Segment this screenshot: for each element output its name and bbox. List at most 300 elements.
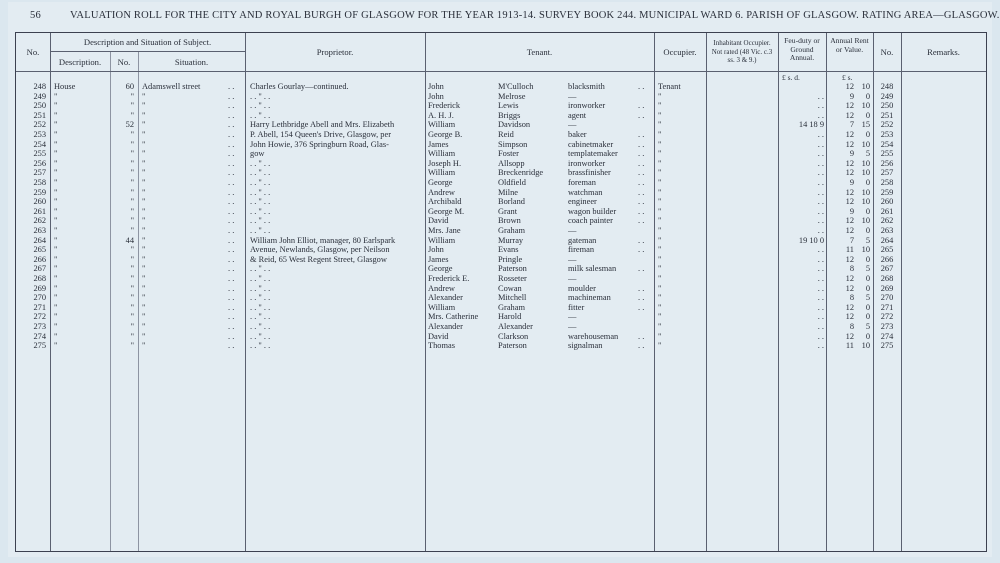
row-feu-duty: . . [817, 187, 824, 197]
row-situation-dots: . . [228, 120, 235, 130]
row-rent-pounds: 8 [849, 293, 854, 303]
row-tenant-first: George [428, 264, 453, 274]
row-tenant-last: Borland [498, 197, 525, 207]
row-tenant-occupation: blacksmith [568, 82, 605, 91]
row-occupier: " [658, 197, 662, 207]
row-tenant-occupation: ironworker [568, 101, 606, 111]
row-situation: " [142, 293, 146, 303]
row-occupier: " [658, 331, 662, 341]
row-situation: " [142, 341, 146, 351]
row-tenant-occupation: machineman [568, 293, 611, 303]
row-proprietor: . . " . . [250, 168, 271, 178]
row-tenant-first: Mrs. Catherine [428, 312, 479, 322]
row-rent-pounds: 12 [845, 197, 854, 207]
row-occupier: " [658, 235, 662, 245]
header-rule [16, 71, 986, 72]
row-proprietor: Harry Lethbridge Abell and Mrs. Elizabeth [250, 120, 395, 130]
row-description: " [54, 312, 58, 322]
row-rent-pounds: 12 [845, 158, 854, 168]
row-proprietor: . . " . . [250, 187, 271, 197]
row-rent-pounds: 12 [845, 254, 854, 264]
row-description: " [54, 110, 58, 120]
row-rent-shillings: 15 [861, 120, 870, 130]
row-rent-shillings: 0 [865, 312, 870, 322]
row-house-number: " [130, 187, 134, 197]
row-tenant-dots: . . [638, 178, 645, 187]
row-situation: " [142, 245, 146, 255]
row-tenant-last: Mitchell [498, 293, 527, 303]
row-tenant-dots: . . [638, 187, 645, 197]
row-situation-dots: . . [228, 178, 235, 187]
row-feu-duty: . . [817, 245, 824, 255]
row-tenant-last: Clarkson [498, 331, 529, 341]
row-situation-dots: . . [228, 312, 235, 322]
col-header-description: Description. [58, 57, 102, 67]
row-number-right: 259 [880, 187, 894, 197]
row-description: " [54, 216, 58, 226]
row-number: 275 [33, 341, 46, 351]
row-proprietor: . . " . . [250, 197, 271, 207]
rent-units: £ s. [842, 73, 853, 82]
row-proprietor: Avenue, Newlands, Glasgow, per Neilson [250, 245, 390, 255]
col-rule [826, 33, 827, 551]
sub-header-rule [50, 51, 245, 52]
row-tenant-last: Brown [498, 216, 521, 226]
row-number: 259 [33, 187, 46, 197]
row-occupier: " [658, 91, 662, 101]
row-feu-duty: . . [817, 283, 824, 293]
row-situation-dots: . . [228, 187, 235, 197]
row-house-number: " [130, 245, 134, 255]
row-feu-duty: . . [817, 274, 824, 283]
row-proprietor: . . " . . [250, 216, 271, 226]
row-rent-pounds: 7 [849, 120, 854, 130]
row-tenant-last: Reid [498, 130, 514, 139]
row-tenant-dots: . . [638, 245, 645, 255]
row-occupier: " [658, 264, 662, 274]
row-tenant-last: Evans [498, 245, 519, 255]
col-header-desc-group: Description and Situation of Subject. [83, 37, 212, 47]
row-situation: " [142, 187, 146, 197]
col-rule [138, 51, 139, 551]
row-house-number: " [130, 206, 134, 216]
row-rent-shillings: 0 [865, 254, 870, 264]
row-situation-dots: . . [228, 254, 235, 264]
row-description: " [54, 264, 58, 274]
row-description: " [54, 101, 58, 111]
row-situation-dots: . . [228, 130, 235, 139]
row-description: " [54, 274, 58, 283]
col-rule [706, 33, 707, 551]
row-number-right: 255 [880, 149, 894, 159]
row-feu-duty: . . [817, 331, 824, 341]
row-rent-shillings: 10 [861, 82, 870, 91]
page-title: VALUATION ROLL FOR THE CITY AND ROYAL BURGH OF GLASGOW FOR THE YEAR 1913-14. SURVEY BOOK 244. MUNICIPAL WARD 6. PARISH OF GLASGOW. RATING AREA—GLASGOW. [70, 10, 1000, 21]
row-tenant-occupation: engineer [568, 197, 597, 207]
row-situation-dots: . . [228, 91, 235, 101]
row-proprietor: . . " . . [250, 302, 271, 312]
row-occupier: " [658, 178, 662, 187]
row-tenant-occupation: watchman [568, 187, 603, 197]
row-rent-pounds: 8 [849, 322, 854, 331]
row-number: 249 [33, 91, 46, 101]
row-feu-duty: . . [817, 312, 824, 322]
row-house-number: " [130, 101, 134, 111]
row-rent-pounds: 12 [845, 139, 854, 149]
row-rent-shillings: 0 [865, 302, 870, 312]
row-description: " [54, 168, 58, 178]
row-situation: " [142, 274, 146, 283]
row-number: 253 [33, 130, 46, 139]
row-tenant-occupation: foreman [568, 178, 596, 187]
row-tenant-first: William [428, 168, 456, 178]
row-tenant-dots: . . [638, 331, 645, 341]
row-situation: " [142, 322, 146, 331]
row-tenant-dots: . . [638, 158, 645, 168]
row-number: 268 [33, 274, 46, 283]
row-situation-dots: . . [228, 274, 235, 283]
row-number: 269 [33, 283, 46, 293]
row-description: " [54, 341, 58, 351]
col-header-no2: No. [117, 57, 131, 67]
row-feu-duty: . . [817, 322, 824, 331]
feu-units: £ s. d. [782, 73, 800, 82]
row-tenant-last: Harold [498, 312, 522, 322]
col-rule [654, 33, 655, 551]
row-house-number: " [130, 302, 134, 312]
row-situation-dots: . . [228, 283, 235, 293]
row-description: " [54, 322, 58, 331]
row-number-right: 266 [880, 254, 894, 264]
row-proprietor: William John Elliot, manager, 80 Earlspark [250, 235, 396, 245]
row-house-number: " [130, 341, 134, 351]
row-number: 262 [33, 216, 46, 226]
row-tenant-dots: . . [638, 149, 645, 159]
row-feu-duty: . . [817, 254, 824, 264]
row-house-number: " [130, 274, 134, 283]
row-description: " [54, 302, 58, 312]
row-number-right: 272 [880, 312, 894, 322]
row-situation-dots: . . [228, 322, 235, 331]
row-house-number: 44 [125, 235, 134, 245]
row-number-right: 274 [880, 331, 894, 341]
row-situation-dots: . . [228, 158, 235, 168]
row-rent-pounds: 12 [845, 110, 854, 120]
row-description: " [54, 149, 58, 159]
row-tenant-first: Frederick [428, 101, 461, 111]
row-tenant-occupation: agent [568, 110, 587, 120]
row-situation: " [142, 264, 146, 274]
row-description: " [54, 331, 58, 341]
col-header-inhabitant: Inhabitant Occupier. Not rated (48 Vic. c.3 ss. 3 & 9.) [711, 39, 773, 64]
row-rent-shillings: 0 [865, 283, 870, 293]
row-number-right: 269 [880, 283, 894, 293]
row-tenant-last: Allsopp [498, 158, 525, 168]
col-rule [245, 33, 246, 551]
row-feu-duty: . . [817, 149, 824, 159]
row-number-right: 264 [880, 235, 894, 245]
row-situation-dots: . . [228, 168, 235, 178]
row-occupier: " [658, 302, 662, 312]
row-number-right: 258 [880, 178, 894, 187]
row-feu-duty: . . [817, 139, 824, 149]
row-house-number: " [130, 254, 134, 264]
row-tenant-occupation: — [568, 91, 577, 101]
row-rent-pounds: 12 [845, 101, 854, 111]
row-occupier: " [658, 206, 662, 216]
row-situation: " [142, 226, 146, 235]
row-situation-dots: . . [228, 331, 235, 341]
row-tenant-occupation: — [568, 254, 577, 264]
row-tenant-last: M'Culloch [498, 82, 534, 91]
row-rent-shillings: 0 [865, 331, 870, 341]
row-tenant-last: Graham [498, 226, 525, 235]
row-occupier: " [658, 158, 662, 168]
row-rent-pounds: 9 [849, 149, 854, 159]
row-tenant-occupation: brassfinisher [568, 168, 611, 178]
row-number-right: 254 [880, 139, 894, 149]
row-occupier: " [658, 322, 662, 331]
row-proprietor: . . " . . [250, 226, 271, 235]
row-tenant-dots: . . [638, 264, 645, 274]
col-header-tenant: Tenant. [526, 47, 553, 57]
row-situation-dots: . . [228, 149, 235, 159]
row-description: " [54, 178, 58, 187]
row-proprietor: . . " . . [250, 341, 271, 351]
row-occupier: Tenant [658, 82, 681, 91]
row-tenant-last: Graham [498, 302, 525, 312]
row-feu-duty: . . [817, 178, 824, 187]
row-proprietor: . . " . . [250, 283, 271, 293]
row-proprietor: . . " . . [250, 293, 271, 303]
row-tenant-last: Alexander [498, 322, 533, 331]
row-number-right: 250 [880, 101, 894, 111]
row-occupier: " [658, 168, 662, 178]
row-tenant-first: Thomas [428, 341, 455, 351]
col-rule [50, 33, 51, 551]
row-situation: " [142, 216, 146, 226]
row-tenant-occupation: warehouseman [568, 331, 619, 341]
row-tenant-first: John [428, 91, 444, 101]
row-rent-shillings: 0 [865, 178, 870, 187]
row-tenant-last: Simpson [498, 139, 528, 149]
row-tenant-first: William [428, 302, 456, 312]
row-feu-duty: . . [817, 216, 824, 226]
row-rent-shillings: 5 [865, 322, 870, 331]
row-occupier: " [658, 101, 662, 111]
row-tenant-first: Frederick E. [428, 274, 470, 283]
row-situation: " [142, 206, 146, 216]
col-header-situation: Situation. [174, 57, 209, 67]
row-number-right: 251 [880, 110, 894, 120]
row-rent-shillings: 10 [861, 139, 870, 149]
row-tenant-first: James [428, 139, 449, 149]
row-tenant-occupation: wagon builder [568, 206, 617, 216]
row-occupier: " [658, 341, 662, 351]
row-situation: " [142, 197, 146, 207]
row-description: " [54, 245, 58, 255]
row-tenant-occupation: fireman [568, 245, 595, 255]
row-tenant-last: Melrose [498, 91, 526, 101]
row-rent-pounds: 11 [845, 245, 854, 255]
row-number: 252 [33, 120, 46, 130]
row-proprietor: . . " . . [250, 101, 271, 111]
row-occupier: " [658, 149, 662, 159]
row-tenant-last: Breckenridge [498, 168, 544, 178]
row-situation: " [142, 178, 146, 187]
row-proprietor: . . " . . [250, 158, 271, 168]
row-proprietor: . . " . . [250, 322, 271, 331]
row-house-number: " [130, 264, 134, 274]
row-rent-pounds: 8 [849, 264, 854, 274]
row-rent-shillings: 0 [865, 226, 870, 235]
row-situation-dots: . . [228, 245, 235, 255]
row-feu-duty: . . [817, 158, 824, 168]
row-tenant-first: Joseph H. [428, 158, 462, 168]
row-feu-duty: . . [817, 264, 824, 274]
row-rent-pounds: 12 [845, 82, 854, 91]
row-feu-duty: . . [817, 197, 824, 207]
row-rent-shillings: 10 [861, 197, 870, 207]
row-proprietor: . . " . . [250, 206, 271, 216]
row-situation: " [142, 254, 146, 264]
row-house-number: " [130, 283, 134, 293]
row-situation: " [142, 91, 146, 101]
row-situation-dots: . . [228, 110, 235, 120]
row-description: " [54, 130, 58, 139]
row-tenant-dots: . . [638, 197, 645, 207]
row-tenant-dots: . . [638, 82, 645, 91]
row-situation: " [142, 149, 146, 159]
row-situation-dots: . . [228, 216, 235, 226]
row-number: 264 [33, 235, 46, 245]
row-number: 254 [33, 139, 46, 149]
row-situation: " [142, 120, 146, 130]
row-rent-pounds: 11 [845, 341, 854, 351]
row-situation-dots: . . [228, 235, 235, 245]
row-house-number: " [130, 312, 134, 322]
row-tenant-dots: . . [638, 293, 645, 303]
row-tenant-first: Archibald [428, 197, 462, 207]
row-rent-pounds: 12 [845, 312, 854, 322]
row-description: " [54, 283, 58, 293]
row-situation-dots: . . [228, 341, 235, 351]
row-tenant-occupation: templatemaker [568, 149, 618, 159]
row-rent-pounds: 12 [845, 130, 854, 139]
row-feu-duty: . . [817, 226, 824, 235]
row-rent-shillings: 0 [865, 206, 870, 216]
row-tenant-last: Murray [498, 235, 524, 245]
row-tenant-last: Milne [498, 187, 519, 197]
row-number: 270 [33, 293, 46, 303]
row-situation-dots: . . [228, 264, 235, 274]
col-header-remarks: Remarks. [927, 47, 960, 57]
row-tenant-first: Andrew [428, 283, 455, 293]
row-feu-duty: . . [817, 91, 824, 101]
row-situation: " [142, 283, 146, 293]
row-tenant-last: Oldfield [498, 178, 526, 187]
row-occupier: " [658, 312, 662, 322]
row-tenant-occupation: fitter [568, 302, 585, 312]
row-description: House [54, 82, 76, 91]
row-tenant-occupation: moulder [568, 283, 596, 293]
row-tenant-occupation: — [568, 312, 577, 322]
row-tenant-first: A. H. J. [428, 110, 454, 120]
row-house-number: " [130, 226, 134, 235]
row-rent-shillings: 0 [865, 110, 870, 120]
row-description: " [54, 120, 58, 130]
row-house-number: " [130, 91, 134, 101]
row-number: 273 [33, 322, 46, 331]
row-tenant-first: John [428, 245, 444, 255]
row-description: " [54, 187, 58, 197]
row-situation-dots: . . [228, 226, 235, 235]
row-number-right: 267 [880, 264, 894, 274]
row-number-right: 273 [880, 322, 894, 331]
row-number: 256 [33, 158, 46, 168]
row-tenant-dots: . . [638, 139, 645, 149]
row-number: 248 [33, 82, 46, 91]
row-description: " [54, 293, 58, 303]
page-number: 56 [30, 10, 41, 21]
row-tenant-dots: . . [638, 283, 645, 293]
row-number: 258 [33, 178, 46, 187]
row-situation: " [142, 235, 146, 245]
row-situation: " [142, 331, 146, 341]
row-rent-shillings: 5 [865, 264, 870, 274]
row-house-number: " [130, 139, 134, 149]
col-rule [873, 33, 874, 551]
row-occupier: " [658, 293, 662, 303]
row-situation: " [142, 110, 146, 120]
row-tenant-first: James [428, 254, 449, 264]
row-number: 271 [33, 302, 46, 312]
row-tenant-dots: . . [638, 216, 645, 226]
row-number-right: 265 [880, 245, 894, 255]
row-tenant-occupation: ironworker [568, 158, 606, 168]
row-tenant-last: Davidson [498, 120, 531, 130]
row-proprietor: . . " . . [250, 110, 271, 120]
row-occupier: " [658, 187, 662, 197]
page-header [30, 10, 1000, 26]
row-situation: " [142, 101, 146, 111]
row-situation: " [142, 158, 146, 168]
row-proprietor: . . " . . [250, 264, 271, 274]
row-proprietor: . . " . . [250, 178, 271, 187]
row-number-right: 270 [880, 293, 894, 303]
row-number: 266 [33, 254, 46, 264]
row-tenant-dots: . . [638, 235, 645, 245]
row-tenant-dots: . . [638, 168, 645, 178]
row-number: 255 [33, 149, 46, 159]
row-number: 263 [33, 226, 46, 235]
col-header-proprietor: Proprietor. [316, 47, 354, 57]
row-tenant-first: Mrs. Jane [428, 226, 461, 235]
row-occupier: " [658, 274, 662, 283]
row-situation-dots: . . [228, 82, 235, 91]
row-occupier: " [658, 254, 662, 264]
row-tenant-last: Foster [498, 149, 519, 159]
row-tenant-occupation: — [568, 274, 577, 283]
row-tenant-first: David [428, 216, 449, 226]
row-rent-shillings: 10 [861, 245, 870, 255]
row-description: " [54, 235, 58, 245]
col-header-feu: Feu-duty or Ground Annual. [784, 37, 820, 62]
row-tenant-occupation: baker [568, 130, 587, 139]
row-house-number: " [130, 216, 134, 226]
row-proprietor: & Reid, 65 West Regent Street, Glasgow [250, 254, 387, 264]
row-rent-shillings: 5 [865, 149, 870, 159]
